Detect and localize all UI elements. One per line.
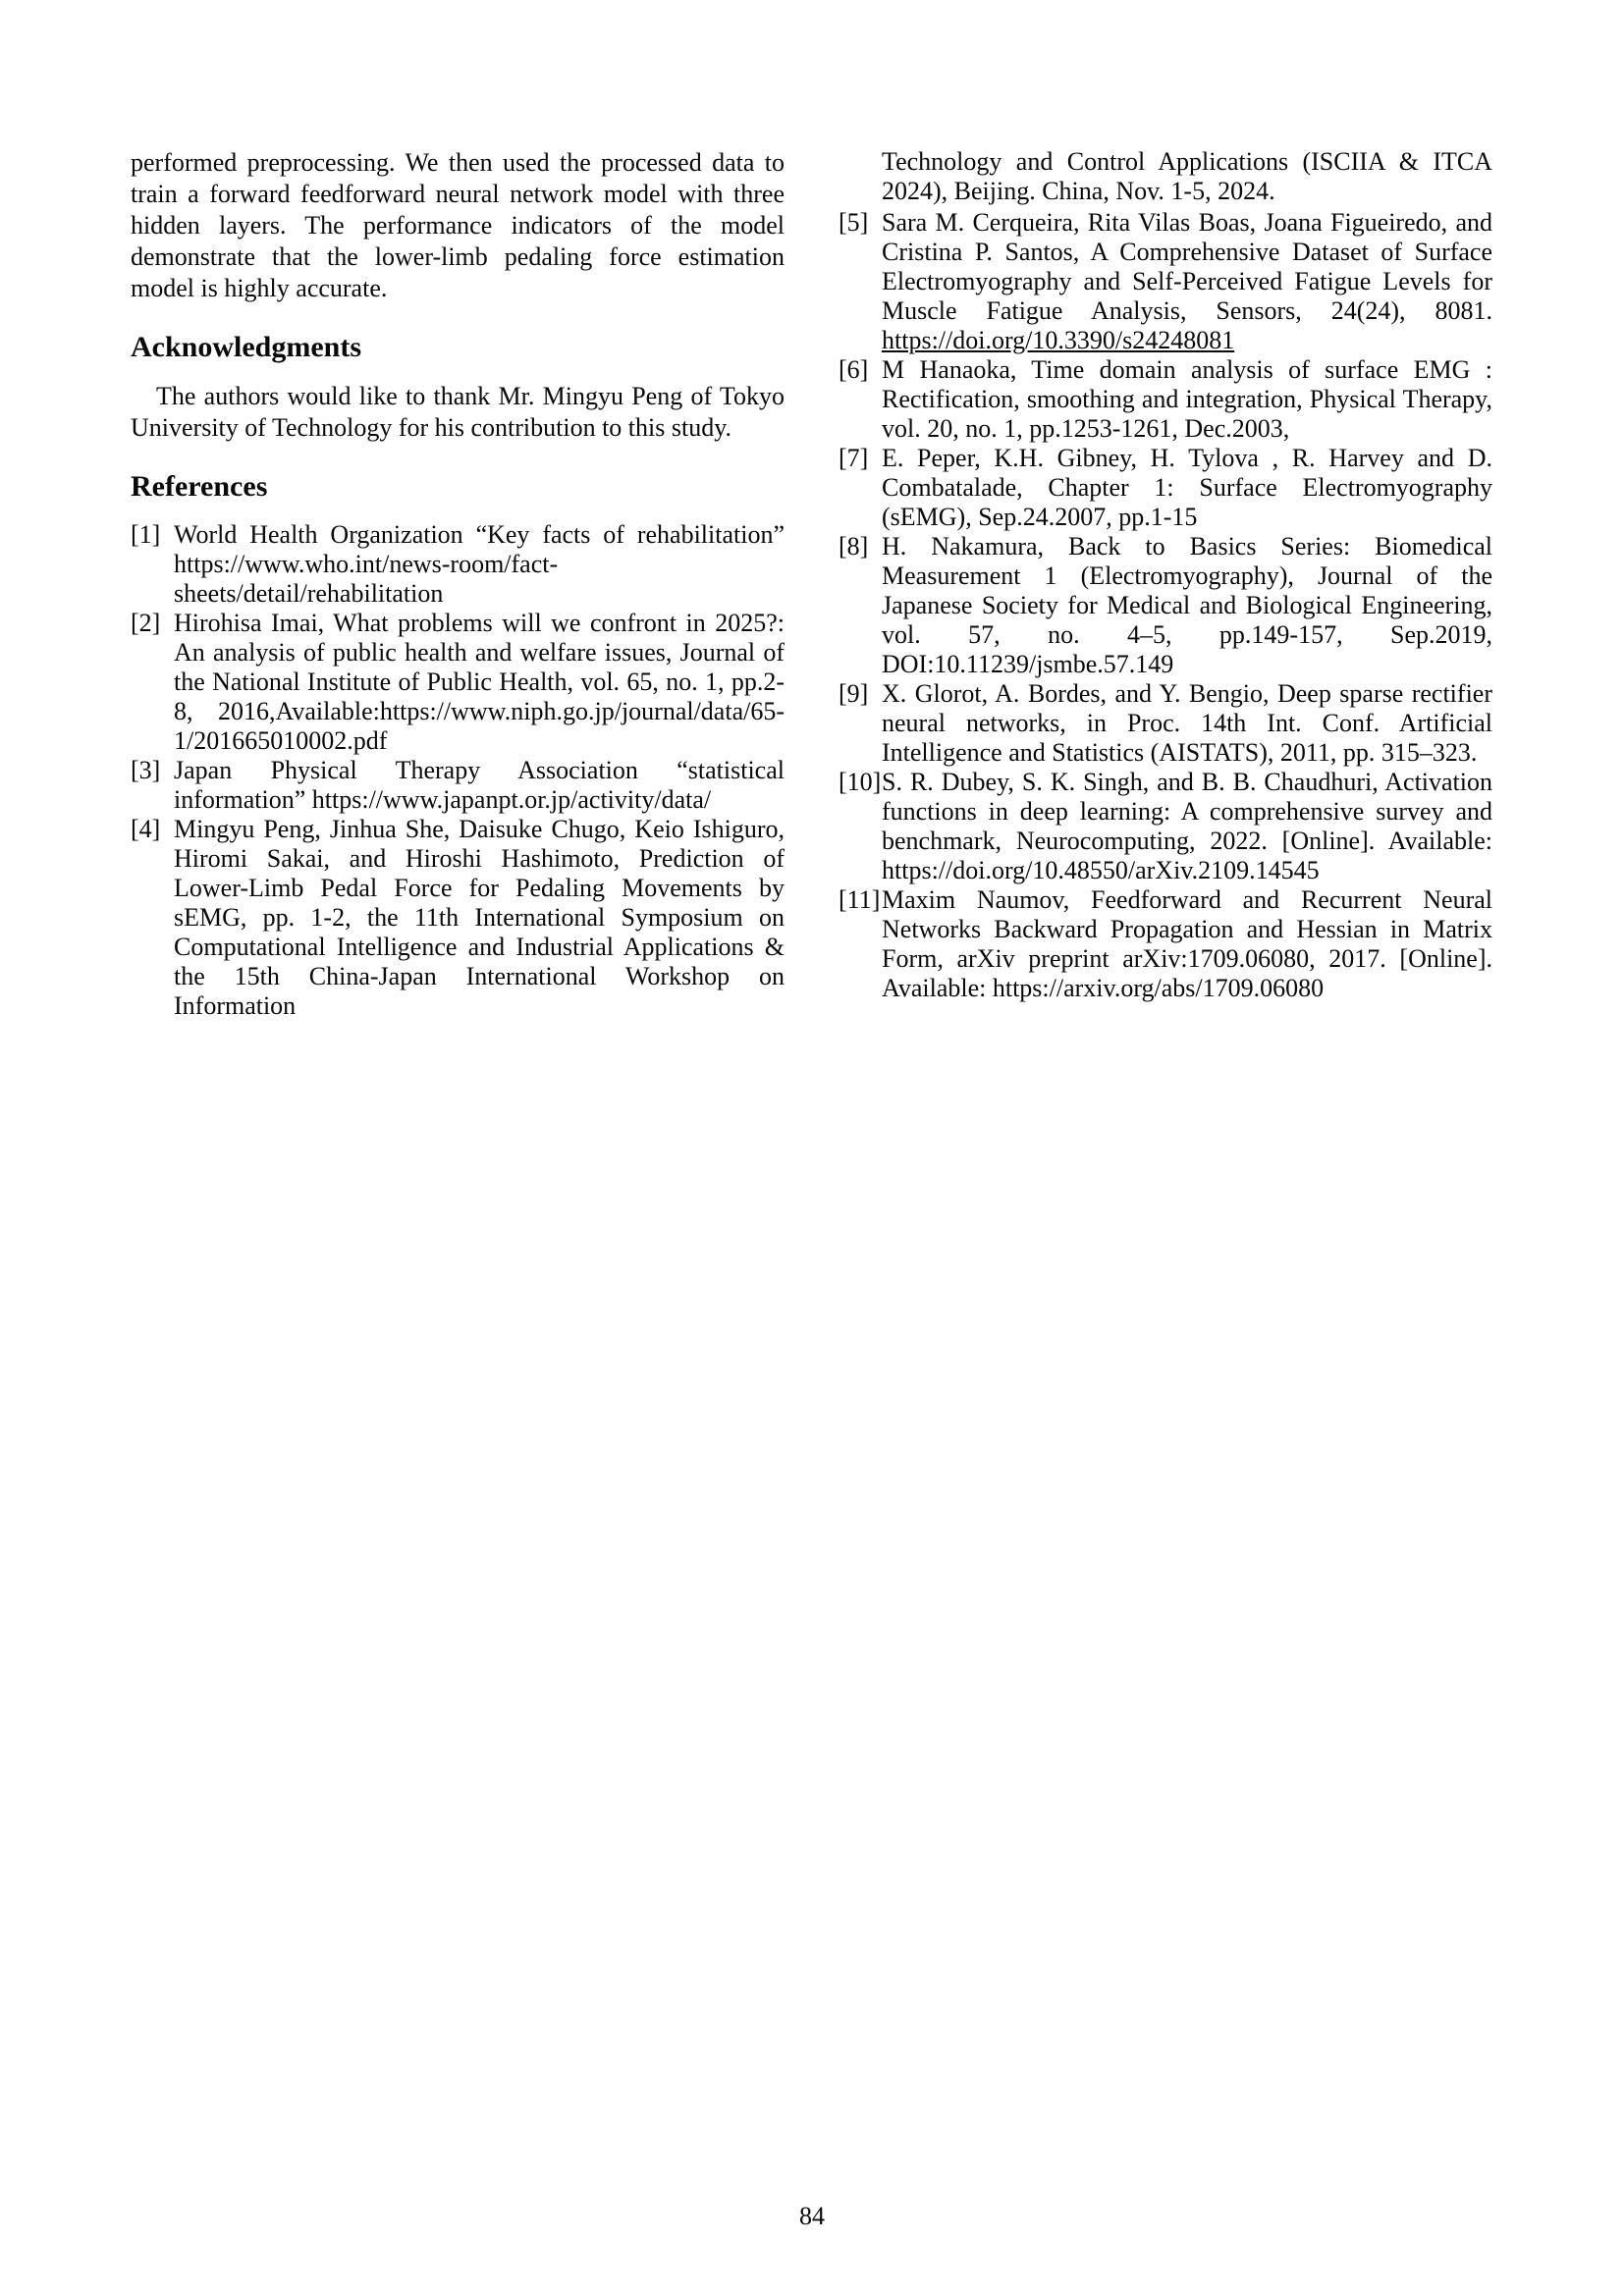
- reference-text: E. Peper, K.H. Gibney, H. Tylova , R. Harvey and D. Combatalade, Chapter 1: Surface Electromyography (sEMG), Sep.24.2007, pp.1-15: [882, 444, 1492, 531]
- reference-number: [7]: [839, 444, 869, 472]
- reference-text: Maxim Naumov, Feedforward and Recurrent Neural Networks Backward Propagation and Hessian in Matrix Form, arXiv preprint arXiv:1709.06080, 2017. [Online]. Available: https://arxiv.org/abs/1709.06080: [882, 885, 1492, 1002]
- reference-item-10: [839, 768, 1492, 885]
- intro-paragraph: performed preprocessing. We then used the processed data to train a forward feedforward neural network model with three hidden layers. The performance indicators of the model demonstrate that the lower-limb pedaling force estimation model is highly accurate.: [131, 148, 785, 302]
- reference-text: Sara M. Cerqueira, Rita Vilas Boas, Joana Figueiredo, and Cristina P. Santos, A Comprehensive Dataset of Surface Electromyography and Self-Perceived Fatigue Levels for Muscle Fatigue Analysis, Sensors, 24(24), 8081.: [882, 208, 1492, 325]
- references-list-right: [839, 208, 1492, 1003]
- reference-item-1: [131, 520, 785, 609]
- doi-link[interactable]: https://doi.org/10.3390/s24248081: [882, 326, 1235, 354]
- reference-item-2: [131, 609, 785, 756]
- reference-number: [4]: [131, 815, 161, 843]
- reference-number: [8]: [839, 532, 869, 561]
- reference-item-11: [839, 885, 1492, 1003]
- reference-number: [3]: [131, 756, 161, 784]
- reference-text: S. R. Dubey, S. K. Singh, and B. B. Chaudhuri, Activation functions in deep learning: A comprehensive survey and benchmark, Neurocomputing, 2022. [Online]. Available: https://doi.org/10.48550/arXiv.2109.14545: [882, 768, 1492, 884]
- reference-number: [10]: [839, 768, 882, 796]
- reference-item-5: [839, 208, 1492, 355]
- reference-text: H. Nakamura, Back to Basics Series: Biomedical Measurement 1 (Electromyography), Journal of the Japanese Society for Medical and Biological Engineering, vol. 57, no. 4–5, pp.149-157, Sep.2019, DOI:10.11239/jsmbe.57.149: [882, 532, 1492, 678]
- reference-number: [9]: [839, 679, 869, 708]
- reference-text: M Hanaoka, Time domain analysis of surface EMG : Rectification, smoothing and integration, Physical Therapy, vol. 20, no. 1, pp.1253-1261, Dec.2003,: [882, 355, 1492, 443]
- right-column: [839, 147, 1492, 1021]
- reference-text: X. Glorot, A. Bordes, and Y. Bengio, Deep sparse rectifier neural networks, in Proc. 14th Int. Conf. Artificial Intelligence and Statistics (AISTATS), 2011, pp. 315–323.: [882, 679, 1492, 767]
- references-heading: References: [131, 470, 268, 503]
- reference-number: [11]: [839, 885, 881, 914]
- reference-4-continuation: Technology and Control Applications (ISCIIA & ITCA 2024), Beijing. China, Nov. 1-5, 2024.: [882, 147, 1492, 205]
- two-column-layout: [0, 0, 1624, 1021]
- reference-item-8: [839, 532, 1492, 679]
- reference-text: Hirohisa Imai, What problems will we confront in 2025?: An analysis of public health and welfare issues, Journal of the National Institute of Public Health, vol. 65, no. 1, pp.2-8, 2016,Available:https://www.niph.go.jp/journal/data/65-1/201665010002.pdf: [174, 609, 785, 755]
- reference-item-6: [839, 355, 1492, 444]
- reference-text: Mingyu Peng, Jinhua She, Daisuke Chugo, Keio Ishiguro, Hiromi Sakai, and Hiroshi Hashimoto, Prediction of Lower-Limb Pedal Force for Pedaling Movements by sEMG, pp. 1-2, the 11th International Symposium on Computational Intelligence and Industrial Applications & the 15th China-Japan International Workshop on Information: [174, 815, 785, 1020]
- page-number: 84: [799, 2202, 825, 2230]
- reference-number: [2]: [131, 609, 161, 637]
- references-list-left: [131, 520, 785, 1021]
- reference-item-9: [839, 679, 1492, 768]
- acknowledgments-heading: Acknowledgments: [131, 331, 362, 363]
- reference-number: [5]: [839, 208, 869, 237]
- reference-item-7: [839, 444, 1492, 532]
- reference-item-3: [131, 756, 785, 815]
- reference-text: World Health Organization “Key facts of rehabilitation” https://www.who.int/news-room/fact-sheets/detail/rehabilitation: [174, 520, 785, 608]
- reference-number: [1]: [131, 520, 161, 549]
- reference-item-4: [131, 815, 785, 1021]
- reference-number: [6]: [839, 355, 869, 384]
- left-column: [131, 147, 785, 1021]
- acknowledgments-paragraph: The authors would like to thank Mr. Mingyu Peng of Tokyo University of Technology for his contribution to this study.: [131, 382, 785, 442]
- reference-text: Japan Physical Therapy Association “statistical information” https://www.japanpt.or.jp/activity/data/: [174, 756, 785, 814]
